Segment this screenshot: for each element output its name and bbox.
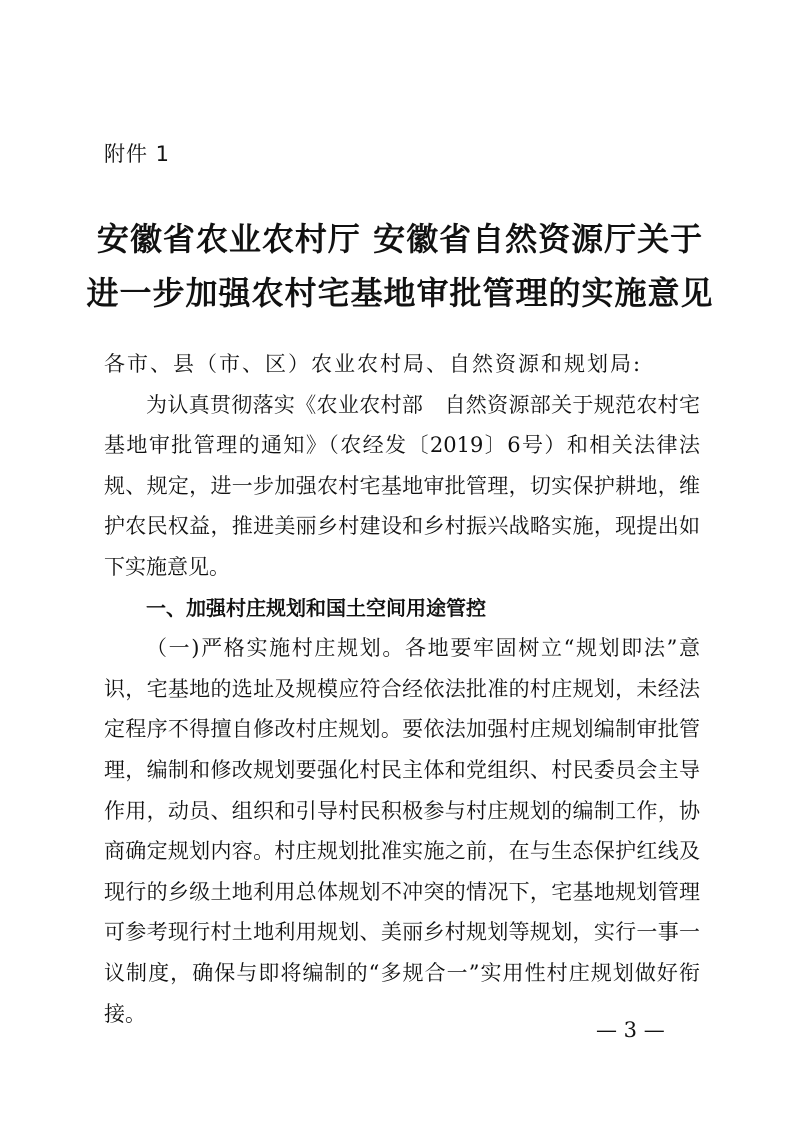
section-1-paragraph-1: （一)严格实施村庄规划。各地要牢固树立“规划即法”意识，宅基地的选址及规模应符合经依法批准的村庄规划，未经法定程序不得擅自修改村庄规划。要依法加强村庄规划编制审批管理，编制和修改规划要强化村民主体和党组织、村民委员会主导作用，动员、组织和引导村民积极参与村庄规划的编制工作，协商确定规划内容。村庄规划批准实施之前，在与生态保护红线及现行的乡级土地利用总体规划不冲突的情况下，宅基地规划管理可参考现行村土地利用规划、美丽乡村规划等规划，实行一事一议制度，确保与即将编制的“多规合一”实用性村庄规划做好衔接。 [104,636,700,1026]
section-heading-1: 一、加强村庄规划和国土空间用途管控 [146,595,486,620]
document-body [104,344,700,1034]
page-number: — 3 — [596,1018,665,1042]
salutation: 各市、县（市、区）农业农村局、自然资源和规划局: [104,352,643,376]
title-line-2: 进一步加强农村宅基地审批管理的实施意见 [86,274,714,312]
document-title [60,212,740,320]
attachment-label: 附件 1 [104,142,171,166]
title-line-1: 安徽省农业农村厅 安徽省自然资源厅关于 [96,220,704,258]
intro-paragraph: 为认真贯彻落实《农业农村部 自然资源部关于规范农村宅基地审批管理的通知》（农经发〔2019〕6号）和相关法律法规、规定，进一步加强农村宅基地审批管理，切实保护耕地，维护农民权益，推进美丽乡村建设和乡村振兴战略实施，现提出如下实施意见。 [104,392,700,579]
